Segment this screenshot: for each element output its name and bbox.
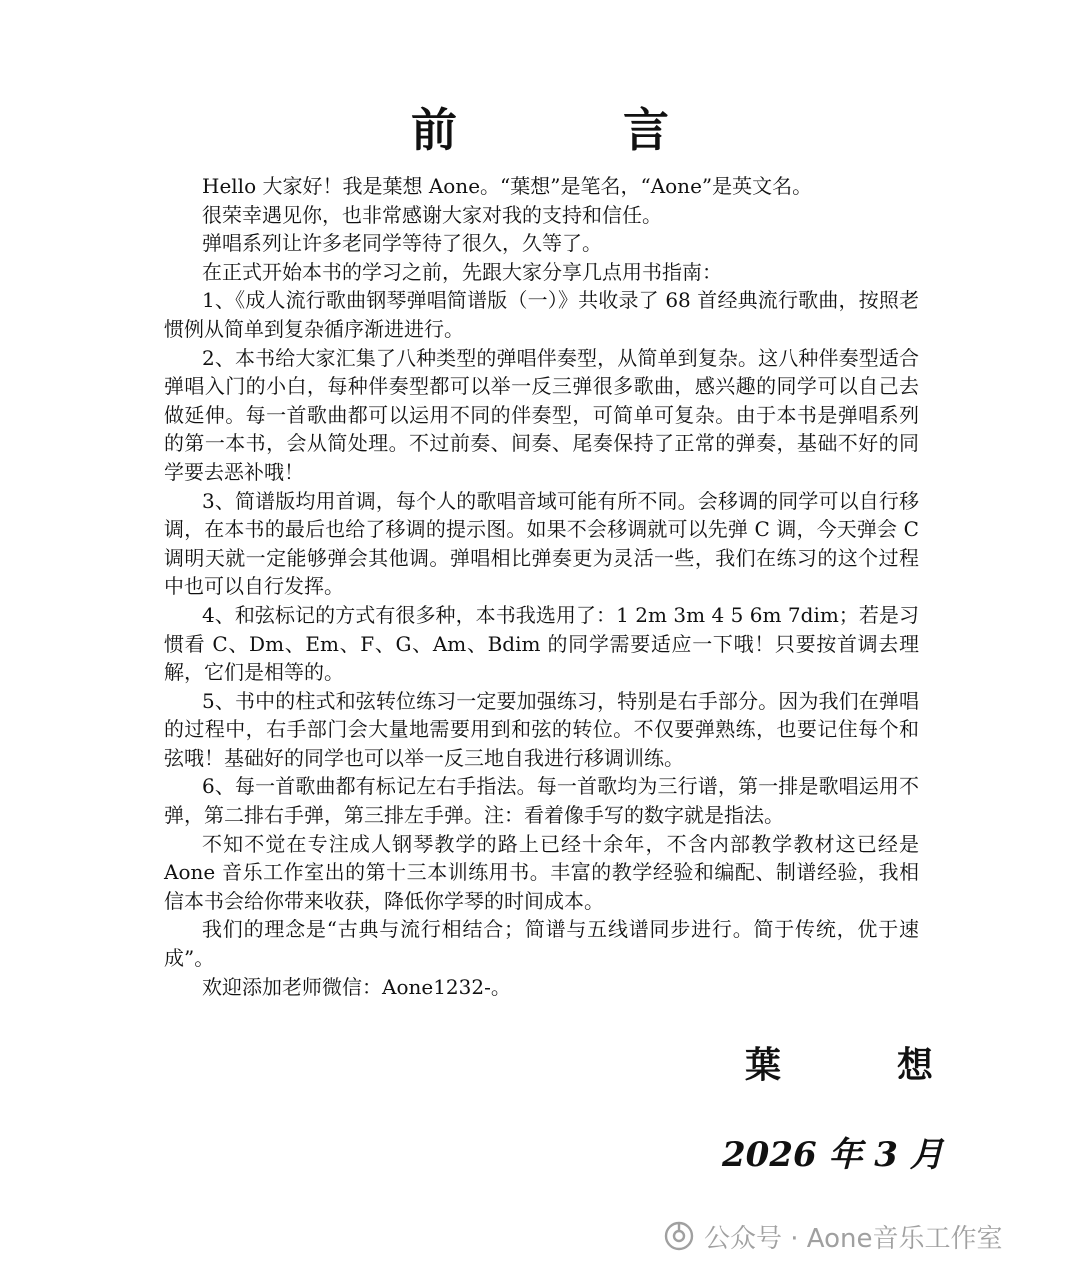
- wechat-official-account-icon: [664, 1221, 694, 1251]
- paragraph: Hello 大家好！我是葉想 Aone。“葉想”是笔名，“Aone”是英文名。: [202, 174, 813, 198]
- author-signature: 葉 想: [745, 1044, 974, 1086]
- watermark: [664, 1214, 1003, 1258]
- paragraph: 欢迎添加老师微信：Aone1232-。: [202, 974, 511, 999]
- paragraph: 5、书中的柱式和弦转位练习一定要加强练习，特别是右手部分。因为我们在弹唱的过程中，右手部门会大量地需要用到和弦的转位。不仅要弹熟练，也要记住每个和弦哦！基础好的同学也可以举一反三地自我进行移调训练。: [164, 688, 919, 770]
- paragraph: 在正式开始本书的学习之前，先跟大家分享几点用书指南：: [202, 259, 722, 284]
- signature-date: 2026 年 3 月: [722, 1135, 944, 1175]
- watermark-text: 公众号 · Aone音乐工作室: [704, 1223, 1003, 1254]
- paragraph: 弹唱系列让许多老同学等待了很久，久等了。: [202, 231, 602, 256]
- paragraph: 4、和弦标记的方式有很多种，本书我选用了：1 2m 3m 4 5 6m 7dim；若是习惯看 C、Dm、Em、F、G、Am、Bdim 的同学需要适应一下哦！只要按首调去理解，它们是相等的。: [164, 602, 919, 685]
- preface-body: [164, 172, 919, 1001]
- paragraph: 不知不觉在专注成人钢琴教学的路上已经十余年，不含内部教学教材这已经是 Aone 音乐工作室出的第十三本训练用书。丰富的教学经验和编配、制谱经验，我相信本书会给你带来收获，降低你学琴的时间成本。: [164, 831, 919, 913]
- paragraph: 6、每一首歌曲都有标记左右手指法。每一首歌均为三行谱，第一排是歌唱运用不弹，第二排右手弹，第三排左手弹。注：看着像手写的数字就是指法。: [164, 774, 919, 828]
- paragraph: 2、本书给大家汇集了八种类型的弹唱伴奏型，从简单到复杂。这八种伴奏型适合弹唱入门的小白，每种伴奏型都可以举一反三弹很多歌曲，感兴趣的同学可以自己去做延伸。每一首歌曲都可以运用不同的伴奏型，可简单可复杂。由于本书是弹唱系列的第一本书，会从简处理。不过前奏、间奏、尾奏保持了正常的弹奏，基础不好的同学要去恶补哦！: [164, 345, 919, 484]
- paragraph: 3、简谱版均用首调，每个人的歌唱音域可能有所不同。会移调的同学可以自行移调，在本书的最后也给了移调的提示图。如果不会移调就可以先弹 C 调，今天弹会 C 调明天就一定能够弹会其他调。弹唱相比弹奏更为灵活一些，我们在练习的这个过程中也可以自行发挥。: [164, 488, 919, 599]
- paragraph: 我们的理念是“古典与流行相结合；简谱与五线谱同步进行。简于传统，优于速成”。: [164, 917, 919, 971]
- paragraph: 很荣幸遇见你，也非常感谢大家对我的支持和信任。: [202, 202, 662, 227]
- paragraph: 1、《成人流行歌曲钢琴弹唱简谱版（一）》共收录了 68 首经典流行歌曲，按照老惯例从简单到复杂循序渐进进行。: [164, 288, 919, 341]
- page-title: 前 言: [411, 103, 729, 157]
